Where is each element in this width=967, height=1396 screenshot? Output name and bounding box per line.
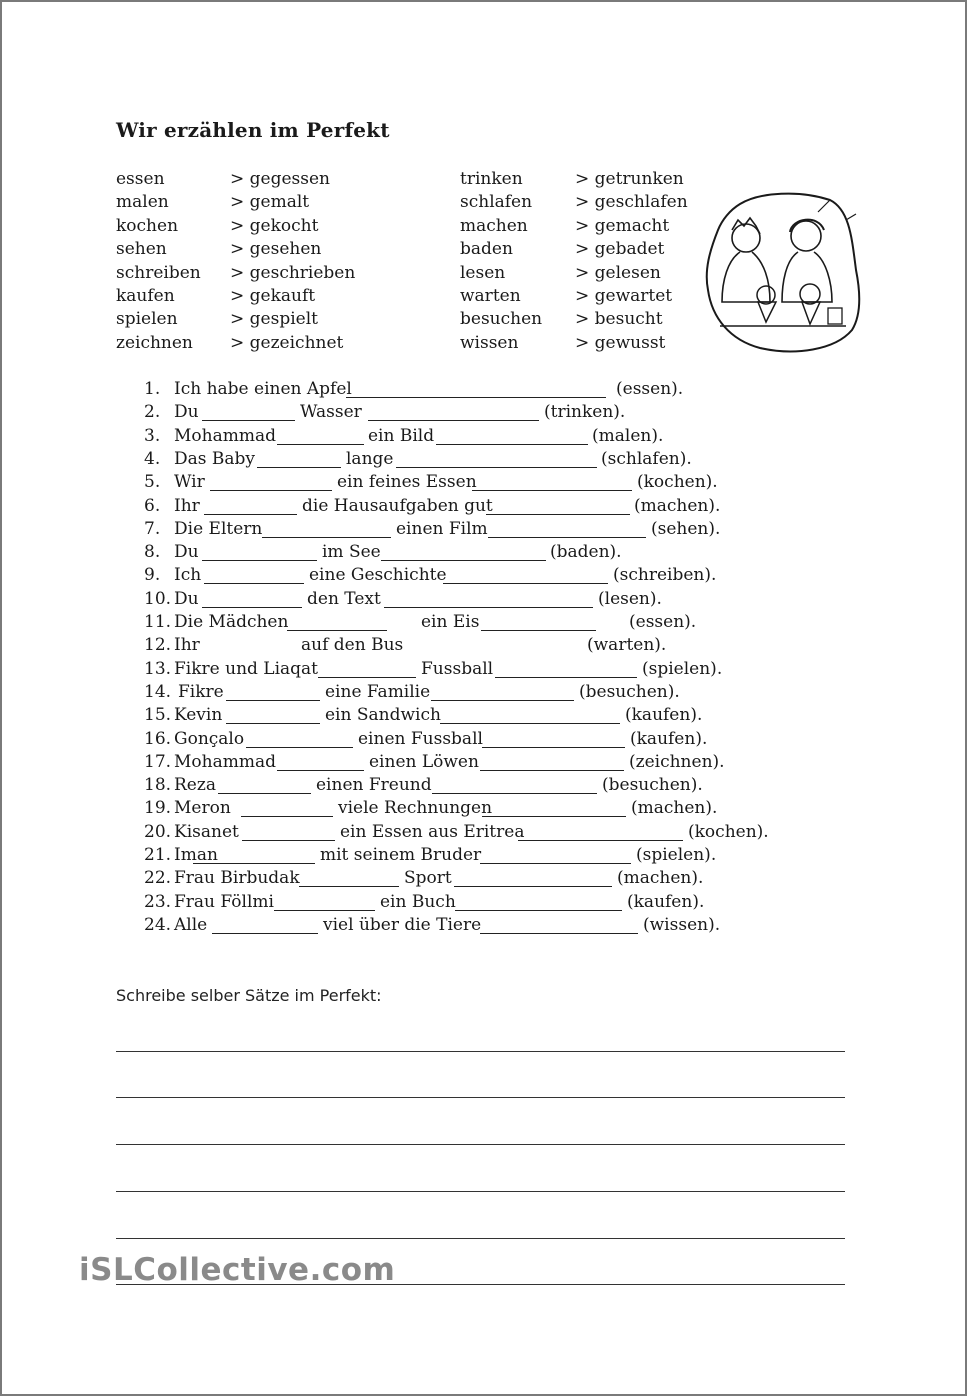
exercise-verb: (schlafen).: [601, 448, 692, 469]
answer-blank[interactable]: [277, 770, 364, 771]
exercise-subject: Meron: [174, 798, 231, 819]
answer-blank[interactable]: [481, 630, 596, 631]
participle: > gesehen: [230, 239, 322, 260]
exercise-subject: Fikre und Liaqat: [174, 658, 319, 679]
answer-blank[interactable]: [257, 467, 341, 468]
exercise-verb: (machen).: [631, 798, 718, 819]
infinitive: schreiben: [116, 262, 201, 283]
exercise-middle: einen Film: [396, 518, 488, 539]
exercise-middle: auf den Bus: [301, 635, 404, 656]
exercise-verb: (malen).: [592, 425, 664, 446]
exercise-subject: Ihr: [174, 635, 200, 656]
participle: > gewartet: [575, 286, 673, 306]
writing-line[interactable]: [116, 1051, 845, 1052]
participle: > besucht: [575, 309, 663, 330]
writing-line[interactable]: [116, 1097, 845, 1098]
participle: > gegessen: [230, 169, 330, 189]
free-writing-instruction: Schreibe selber Sätze im Perfekt:: [116, 986, 382, 1005]
exercise-subject: Mohammad: [174, 425, 276, 446]
exercise-verb: (trinken).: [544, 402, 626, 423]
infinitive: lesen: [460, 262, 506, 283]
exercise-subject: Frau Birbudak: [174, 868, 300, 889]
exercise-number: 17.: [144, 751, 172, 772]
participle: > geschlafen: [575, 192, 688, 213]
exercise-number: 24.: [144, 914, 172, 935]
infinitive: trinken: [460, 169, 523, 189]
infinitive: kaufen: [116, 286, 175, 306]
writing-line[interactable]: [116, 1238, 845, 1239]
exercise-middle: eine Geschichte: [309, 565, 447, 586]
exercise-subject: Kisanet: [174, 821, 239, 842]
exercise-middle: einen Löwen: [369, 751, 479, 772]
participle: > gemacht: [575, 215, 670, 236]
writing-line[interactable]: [116, 1191, 845, 1192]
exercise-number: 10.: [144, 588, 172, 609]
participle: > gekauft: [230, 286, 316, 306]
exercise-subject: Kevin: [174, 705, 223, 726]
answer-blank[interactable]: [204, 583, 304, 584]
exercise-middle: Sport: [404, 868, 452, 889]
infinitive: kochen: [116, 215, 179, 236]
exercise-verb: (spielen).: [642, 658, 723, 679]
answer-blank[interactable]: [436, 444, 588, 445]
exercise-middle: viele Rechnungen: [338, 798, 493, 819]
exercise-verb: (machen).: [634, 495, 721, 516]
exercise-middle: Wasser: [300, 402, 362, 423]
exercise-number: 9.: [144, 565, 161, 586]
answer-blank[interactable]: [204, 514, 297, 515]
exercise-subject: Reza: [174, 775, 216, 796]
exercise-verb: (kaufen).: [627, 891, 705, 912]
infinitive: wissen: [460, 332, 519, 353]
exercise-verb: (essen).: [629, 612, 697, 632]
writing-line[interactable]: [116, 1144, 845, 1145]
exercise-middle: ein Bild: [368, 425, 435, 446]
participle: > gelesen: [575, 262, 661, 283]
exercise-number: 2.: [144, 402, 161, 423]
infinitive: schlafen: [460, 192, 533, 213]
exercise-subject: Die Mädchen: [174, 612, 289, 632]
children-eating-ice-cream-illustration: [700, 190, 865, 358]
exercise-verb: (essen).: [616, 379, 684, 399]
infinitive: spielen: [116, 309, 178, 330]
answer-blank[interactable]: [368, 420, 539, 421]
exercise-subject: Das Baby: [174, 448, 256, 469]
exercise-number: 12.: [144, 635, 172, 656]
exercise-number: 22.: [144, 868, 172, 889]
answer-blank[interactable]: [480, 933, 638, 934]
exercise-verb: (schreiben).: [613, 565, 717, 586]
answer-blank[interactable]: [495, 677, 637, 678]
exercise-number: 13.: [144, 658, 172, 679]
exercise-subject: Du: [174, 402, 199, 423]
answer-blank[interactable]: [431, 700, 574, 701]
answer-blank[interactable]: [486, 514, 630, 515]
exercise-number: 15.: [144, 705, 172, 726]
exercise-subject: Wir: [174, 472, 205, 493]
answer-blank[interactable]: [443, 583, 608, 584]
exercise-verb: (zeichnen).: [629, 751, 725, 772]
exercise-number: 3.: [144, 425, 161, 446]
exercise-verb: (machen).: [617, 868, 704, 889]
participle: > geschrieben: [230, 262, 356, 283]
exercise-number: 23.: [144, 891, 172, 912]
exercise-middle: ein Eis: [421, 612, 480, 632]
infinitive: zeichnen: [116, 332, 193, 353]
answer-blank[interactable]: [277, 444, 364, 445]
exercise-verb: (kochen).: [637, 472, 718, 493]
participle: > gezeichnet: [230, 332, 344, 353]
exercise-number: 19.: [144, 798, 172, 819]
answer-blank[interactable]: [226, 723, 320, 724]
exercise-verb: (spielen).: [636, 845, 717, 865]
answer-blank[interactable]: [202, 420, 295, 421]
answer-blank[interactable]: [226, 700, 320, 701]
answer-blank[interactable]: [432, 793, 597, 794]
page-title: Wir erzählen im Perfekt: [116, 118, 390, 142]
exercise-number: 1.: [144, 379, 161, 399]
exercise-middle: einen Freund: [316, 775, 432, 796]
answer-blank[interactable]: [212, 933, 318, 934]
answer-blank[interactable]: [202, 607, 302, 608]
exercise-subject: Ihr: [174, 495, 200, 516]
exercise-middle: den Text: [307, 588, 381, 609]
exercise-verb: (kaufen).: [630, 728, 708, 749]
answer-blank[interactable]: [210, 490, 332, 491]
exercise-subject: Mohammad: [174, 751, 276, 772]
answer-blank[interactable]: [218, 793, 311, 794]
answer-blank[interactable]: [202, 560, 317, 561]
exercise-middle: lange: [346, 448, 394, 469]
answer-blank[interactable]: [384, 607, 593, 608]
exercise-verb: (wissen).: [643, 914, 721, 935]
exercise-middle: ein feines Essen: [337, 472, 477, 493]
exercise-verb: (lesen).: [598, 588, 662, 609]
infinitive: machen: [460, 215, 528, 236]
exercise-subject: Ich habe einen Apfel: [174, 379, 352, 399]
answer-blank[interactable]: [482, 816, 626, 817]
answer-blank[interactable]: [262, 537, 391, 538]
exercise-middle: Fussball: [421, 658, 494, 679]
answer-blank[interactable]: [396, 467, 597, 468]
answer-blank[interactable]: [455, 910, 622, 911]
answer-blank[interactable]: [241, 816, 333, 817]
exercise-subject: Ich: [174, 565, 202, 586]
exercise-subject: Fikre: [178, 681, 224, 702]
participle: > gewusst: [575, 332, 666, 353]
answer-blank[interactable]: [472, 490, 632, 491]
answer-blank[interactable]: [454, 886, 612, 887]
answer-blank[interactable]: [287, 630, 387, 631]
answer-blank[interactable]: [242, 840, 335, 841]
exercise-number: 4.: [144, 448, 161, 469]
exercise-subject: Alle: [174, 914, 208, 935]
answer-blank[interactable]: [482, 747, 625, 748]
answer-blank[interactable]: [381, 560, 546, 561]
exercise-number: 21.: [144, 845, 172, 865]
exercise-subject: Du: [174, 542, 199, 563]
answer-blank[interactable]: [274, 910, 375, 911]
exercise-middle: ein Essen aus Eritrea: [340, 821, 525, 842]
infinitive: baden: [460, 239, 513, 260]
answer-blank[interactable]: [440, 723, 620, 724]
answer-blank[interactable]: [480, 770, 624, 771]
exercise-number: 8.: [144, 542, 161, 563]
answer-blank[interactable]: [346, 397, 606, 398]
exercise-number: 18.: [144, 775, 172, 796]
exercise-verb: (kaufen).: [625, 705, 703, 726]
exercise-verb: (besuchen).: [602, 775, 703, 796]
exercise-verb: (baden).: [550, 542, 622, 563]
exercise-middle: eine Familie: [325, 681, 431, 702]
answer-blank[interactable]: [299, 886, 399, 887]
exercise-middle: einen Fussball: [358, 728, 483, 749]
exercise-verb: (warten).: [587, 635, 667, 656]
exercise-subject: Iman: [174, 845, 218, 865]
participle: > getrunken: [575, 169, 684, 189]
exercise-verb: (kochen).: [688, 821, 769, 842]
infinitive: warten: [460, 286, 521, 306]
exercise-number: 11.: [144, 612, 172, 632]
answer-blank[interactable]: [246, 747, 353, 748]
exercise-subject: Du: [174, 588, 199, 609]
participle: > gebadet: [575, 239, 665, 260]
exercise-number: 16.: [144, 728, 172, 749]
watermark-logo: iSLCollective.com: [79, 1252, 396, 1288]
exercise-middle: ein Sandwich: [325, 705, 441, 726]
exercise-middle: im See: [322, 542, 381, 563]
infinitive: besuchen: [460, 309, 543, 330]
exercise-number: 6.: [144, 495, 161, 516]
answer-blank[interactable]: [193, 863, 315, 864]
exercise-verb: (sehen).: [651, 518, 721, 539]
exercise-number: 20.: [144, 821, 172, 842]
infinitive: malen: [116, 192, 169, 213]
answer-blank[interactable]: [318, 677, 416, 678]
exercise-number: 14.: [144, 681, 172, 702]
exercise-verb: (besuchen).: [579, 681, 680, 702]
answer-blank[interactable]: [488, 537, 646, 538]
participle: > gemalt: [230, 192, 310, 213]
exercise-number: 7.: [144, 518, 161, 539]
infinitive: essen: [116, 169, 165, 189]
exercise-subject: Die Eltern: [174, 518, 263, 539]
exercise-subject: Frau Föllmi: [174, 891, 274, 912]
infinitive: sehen: [116, 239, 167, 260]
participle: > gekocht: [230, 215, 319, 236]
exercise-middle: mit seinem Bruder: [320, 845, 482, 865]
exercise-number: 5.: [144, 472, 161, 493]
answer-blank[interactable]: [480, 863, 631, 864]
exercise-middle: ein Buch: [380, 891, 456, 912]
exercise-middle: viel über die Tiere: [323, 914, 482, 935]
participle: > gespielt: [230, 309, 318, 330]
answer-blank[interactable]: [518, 840, 683, 841]
exercise-subject: Gonçalo: [174, 728, 245, 749]
exercise-middle: die Hausaufgaben gut: [302, 495, 493, 516]
